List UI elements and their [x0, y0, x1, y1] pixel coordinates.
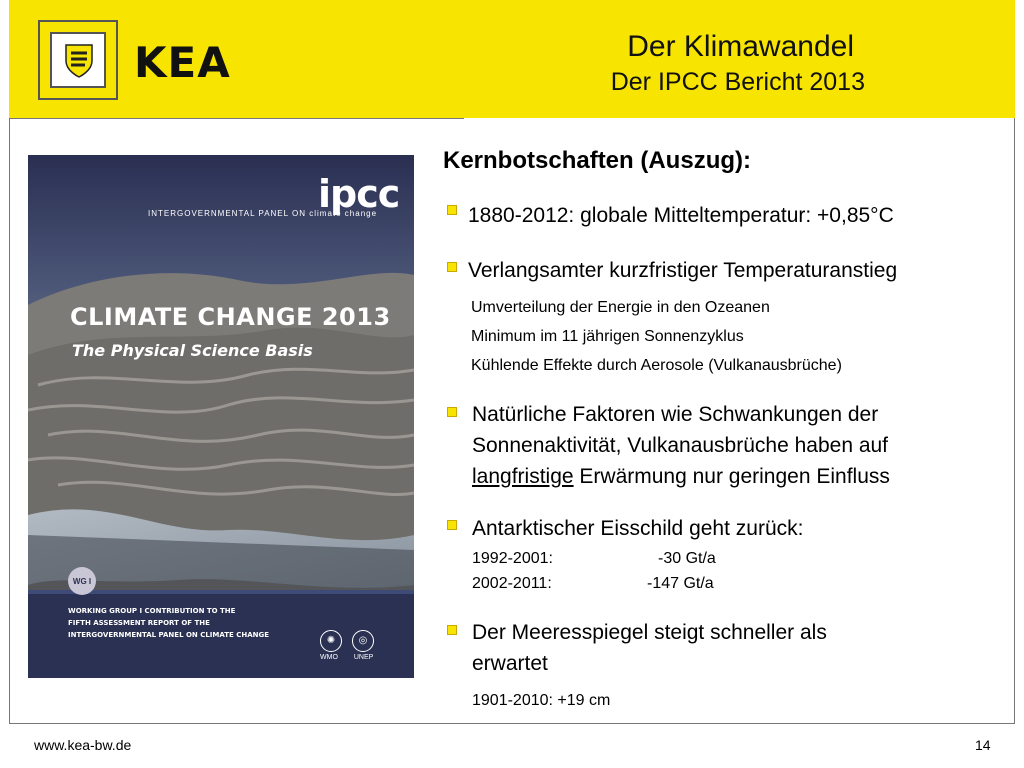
logo-divider: [116, 35, 118, 97]
wmo-logo-icon: ✺: [320, 630, 342, 652]
ice-loss-period-2: 2002-2011:: [472, 575, 552, 592]
ice-loss-period-1: 1992-2001:: [472, 550, 553, 567]
bullet-3-line-1: Natürliche Faktoren wie Schwankungen der: [472, 403, 879, 426]
bullet-2-sub-3: Kühlende Effekte durch Aerosole (Vulkanausbrüche): [471, 357, 842, 374]
page-number: 14: [975, 737, 991, 753]
cover-subtitle: The Physical Science Basis: [72, 341, 313, 360]
key-messages-heading: Kernbotschaften (Auszug):: [443, 147, 751, 174]
bullet-icon: [447, 262, 457, 272]
bullet-icon: [447, 520, 457, 530]
bullet-5-line-2: erwartet: [472, 652, 548, 675]
bullet-5-line-1: Der Meeresspiegel steigt schneller als: [472, 621, 827, 644]
report-cover-image: [28, 155, 414, 678]
contribution-line: INTERGOVERNMENTAL PANEL ON CLIMATE CHANGE: [68, 631, 270, 639]
ice-loss-value-1: -30 Gt/a: [658, 550, 716, 567]
ipcc-name: INTERGOVERNMENTAL PANEL ON climate change: [148, 209, 378, 218]
bullet-3-line-3-rest: Erwärmung nur geringen Einfluss: [573, 465, 890, 488]
unep-label: UNEP: [353, 654, 374, 661]
contribution-text: [68, 605, 269, 641]
frame-top-line: [9, 118, 464, 119]
wg-badge: [68, 567, 96, 595]
wg-badge-label: WG I: [72, 576, 92, 586]
bullet-2-sub-2: Minimum im 11 jährigen Sonnenzyklus: [471, 328, 744, 345]
bullet-3-line-2: Sonnenaktivität, Vulkanausbrüche haben auf: [472, 434, 889, 457]
bullet-2-text: Verlangsamter kurzfristiger Temperaturanstieg: [468, 259, 898, 282]
unep-logo-icon: ◎: [352, 630, 374, 652]
contribution-line: WORKING GROUP I CONTRIBUTION TO THE: [68, 607, 236, 615]
slide-title: Der Klimawandel: [627, 30, 854, 63]
wmo-label: WMO: [320, 654, 338, 661]
footer-url: www.kea-bw.de: [34, 737, 132, 753]
kea-logo: [38, 20, 118, 100]
bullet-icon: [447, 407, 457, 417]
slide-subtitle: Der IPCC Bericht 2013: [610, 68, 865, 96]
underlined-word: langfristige: [472, 465, 574, 488]
ice-loss-value-2: -147 Gt/a: [647, 575, 714, 592]
bullet-3-line-3: [472, 465, 890, 489]
bullet-1-text: 1880-2012: globale Mitteltemperatur: +0,85°C: [468, 204, 894, 227]
ipcc-logo: ipcc: [318, 172, 400, 216]
bullet-2-sub-1: Umverteilung der Energie in den Ozeanen: [471, 299, 770, 316]
bullet-icon: [447, 205, 457, 215]
cover-title: CLIMATE CHANGE 2013: [70, 303, 391, 331]
partner-logos: [320, 630, 374, 661]
logo-text: KEA: [134, 38, 231, 87]
sea-level-detail: 1901-2010: +19 cm: [472, 692, 611, 709]
coat-of-arms-icon: [50, 32, 106, 88]
bullet-4-text: Antarktischer Eisschild geht zurück:: [472, 517, 804, 540]
contribution-line: FIFTH ASSESSMENT REPORT OF THE: [68, 619, 210, 627]
bullet-icon: [447, 625, 457, 635]
